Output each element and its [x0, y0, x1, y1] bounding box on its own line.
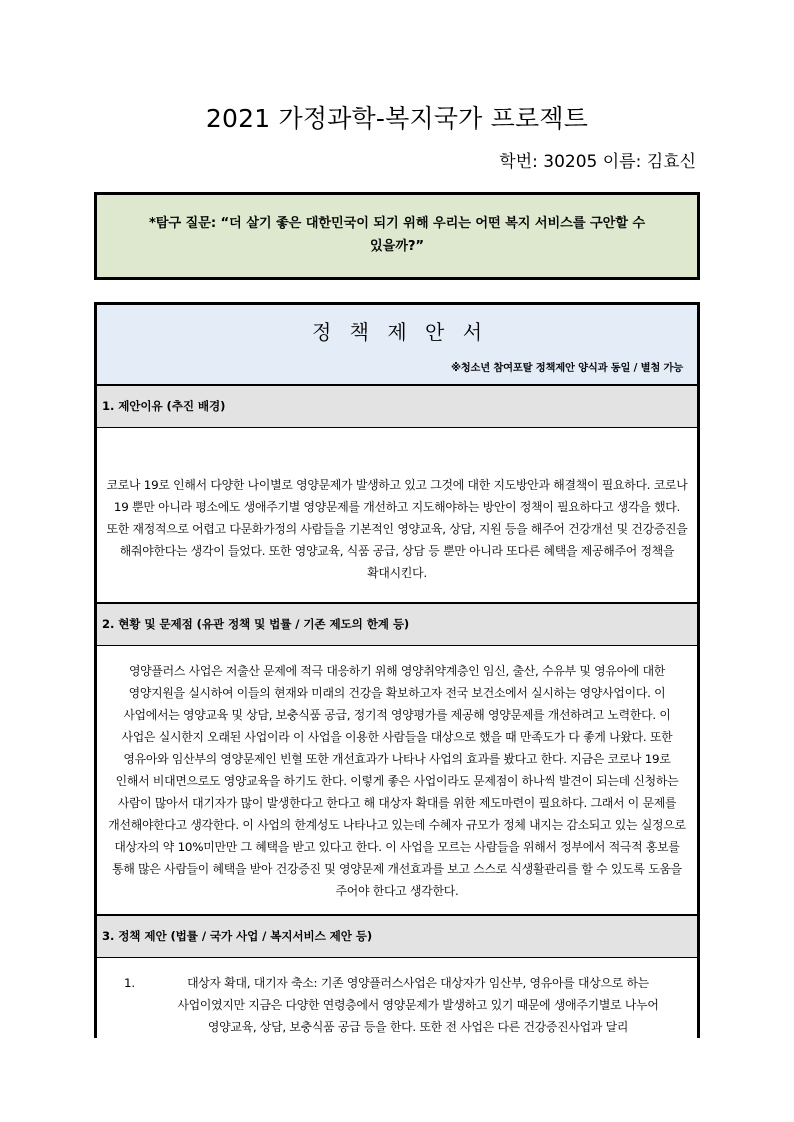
- inquiry-question-text: *탐구 질문: “더 살기 좋은 대한민국이 되기 위해 우리는 어떤 복지 서비스를 구안할 수 있을까?”: [148, 216, 645, 255]
- list-item-text: 대상자 확대, 대기자 축소: 기존 영양플러스사업은 대상자가 임산부, 영유아를 대상으로 하는 사업이였지만 지금은 다양한 연령층에서 영양문제가 발생하고 있기 때문에 생애주기별로 나누어 영양교육, 상담, 보충식품 공급 등을 한다. 또한 전 사업은 다른 건강증진사업과 달리: [177, 976, 659, 1035]
- section-header-1-label: 1. 제안이유 (추진 배경): [102, 398, 226, 413]
- section-header-2: [97, 603, 697, 646]
- list-item: [106, 972, 688, 1038]
- section-header-2-label: 2. 현황 및 문제점 (유관 정책 및 법률 / 기존 제도의 한계 등): [102, 616, 410, 631]
- section-body-2: [97, 646, 697, 915]
- section-header-3: [97, 915, 697, 958]
- inquiry-question-box: [94, 192, 700, 280]
- section-header-1: [97, 385, 697, 428]
- section-header-3-label: 3. 정책 제안 (법률 / 국가 사업 / 복지서비스 제안 등): [102, 929, 373, 944]
- student-info-line: 학번: 30205 이름: 김효신: [499, 152, 696, 172]
- proposal-title-band: [97, 305, 697, 384]
- page-title: 2021 가정과학-복지국가 프로젝트: [205, 104, 589, 133]
- section-body-1: [97, 428, 697, 603]
- list-item-marker: 1.: [124, 976, 135, 991]
- section-body-1-text: 코로나 19로 인해서 다양한 나이별로 영양문제가 발생하고 있고 그것에 대한 지도방안과 해결책이 필요하다. 코로나 19 뿐만 아니라 평소에도 생애주기별 영양문제를 개선하고 지도해야하는 방안이 정책이 필요하다고 생각을 했다. 또한 재정적으로 어렵고 다문화가정의 사람들을 기본적인 영양교육, 상담, 지원 등을 해주어 건강개선 및 건강증진을 해줘야한다는 생각이 들었다. 또한 영양교육, 식품 공급, 상담 등 뿐만 아니라 또다른 혜택을 제공해주어 정책을 확대시킨다.: [106, 477, 688, 580]
- policy-proposal-list: [106, 972, 688, 1038]
- section-body-2-text: 영양플러스 사업은 저출산 문제에 적극 대응하기 위해 영양취약계층인 임신, 출산, 수유부 및 영유아에 대한 영양지원을 실시하여 이들의 현재와 미래의 건강을 확보하고자 전국 보건소에서 실시하는 영양사업이다. 이 사업에서는 영양교육 및 상담, 보충식품 공급, 정기적 영양평가를 제공해 영양문제를 개선하려고 노력한다. 이 사업은 실시한지 오래된 사업이라 이 사업을 이용한 사람들을 대상으로 했을 때 만족도가 다 좋게 나왔다. 또한 영유아와 임산부의 영양문제인 빈혈 또한 개선효과가 나타나 사업의 효과를 봤다고 한다. 지금은 코로나 19로 인해서 비대면으로도 영양교육을 하기도 한다. 이렇게 좋은 사업이라도 문제점이 하나씩 발견이 되는데 신청하는 사람이 많아서 대기자가 많이 발생한다고 한다고 해 대상자 확대를 위한 제도마련이 필요하다. 그래서 이 문제를 개선해야한다고 생각한다. 이 사업의 한계성도 나타나고 있는데 수혜자 규모가 정체 내지는 감소되고 있는 실정으로 대상자의 약 10%미만만 그 혜택을 받고 있다고 한다. 이 사업을 모르는 사람들을 위해서 정부에서 적극적 홍보를 통해 많은 사람들이 혜택을 받아 건강증진 및 영양문제 개선효과를 보고 스스로 식생활관리를 할 수 있도록 도움을 주어야 한다고 생각한다.: [108, 663, 686, 899]
- proposal-title: 정 책 제 안 서: [311, 320, 489, 345]
- proposal-form-note: ※청소년 참여포탈 정책제안 양식과 동일 / 별첨 가능: [451, 362, 683, 375]
- section-body-3: [97, 958, 697, 1038]
- policy-proposal-table: [94, 302, 700, 1038]
